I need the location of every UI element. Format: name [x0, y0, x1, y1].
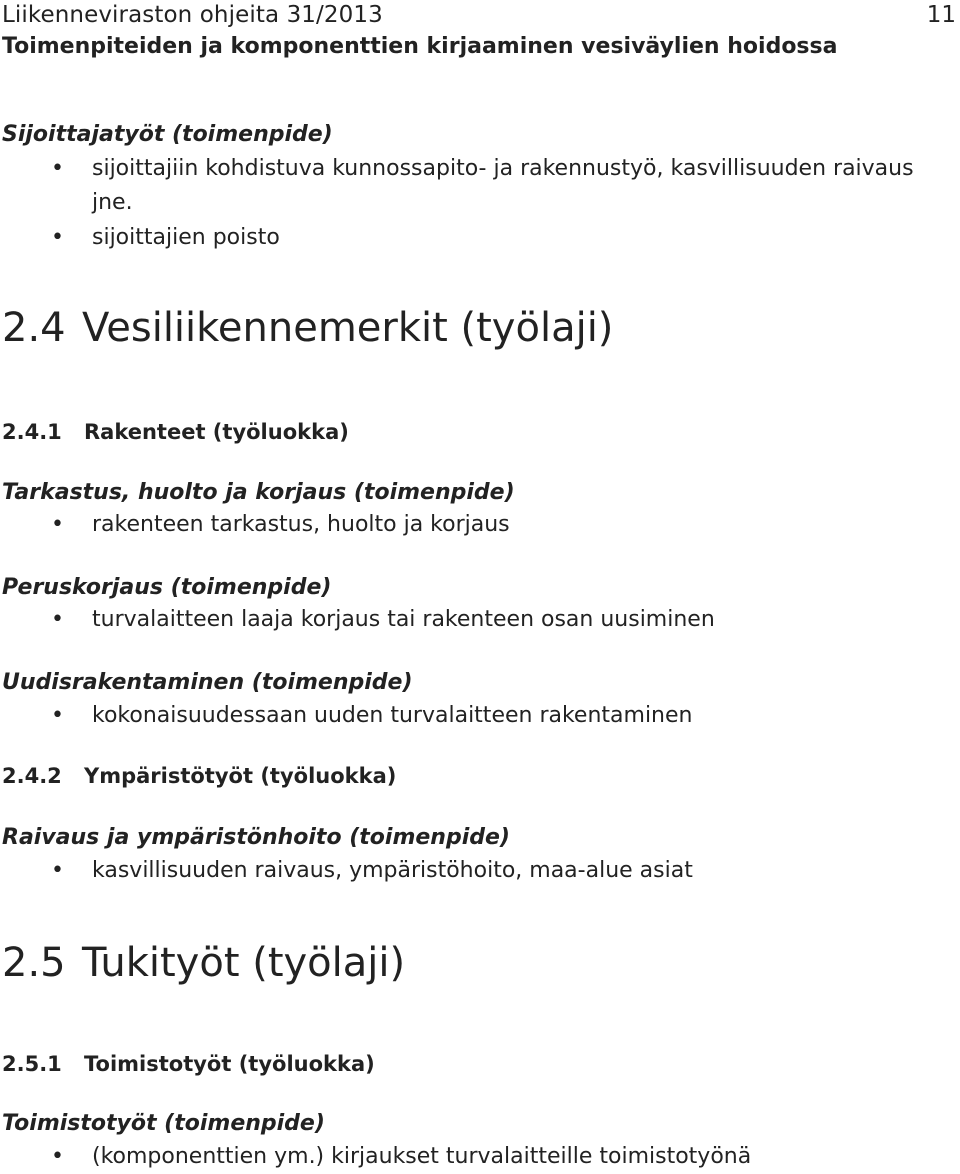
section-title: Vesiliikennemerkit (työlaji): [82, 305, 614, 351]
section-title: Rakenteet (työluokka): [84, 420, 349, 444]
bullet-icon: •: [51, 858, 64, 883]
section-heading-2-4-1: [2, 420, 349, 444]
section-heading-2-4: [2, 305, 613, 351]
bullet-icon: •: [51, 156, 64, 181]
raivaus-heading: Raivaus ja ympäristönhoito (toimenpide): [2, 825, 510, 850]
section-number: 2.4.1: [2, 420, 62, 444]
list-item-text: turvalaitteen laaja korjaus tai rakenteen osan uusiminen: [92, 607, 715, 632]
list-item-text: (komponenttien ym.) kirjaukset turvalaitteille toimistotyönä: [92, 1144, 752, 1169]
section-title: Ympäristötyöt (työluokka): [84, 764, 397, 788]
header-title: Liikenneviraston ohjeita 31/2013: [2, 2, 383, 28]
section-number: 2.4: [2, 305, 66, 351]
list-item-text: sijoittajiin kohdistuva kunnossapito- ja rakennustyö, kasvillisuuden raivaus jne.: [92, 156, 914, 215]
section-heading-2-4-2: [2, 764, 396, 788]
bullet-icon: •: [51, 607, 64, 632]
uudisrakentaminen-heading: Uudisrakentaminen (toimenpide): [2, 670, 413, 695]
page-number: 11: [926, 2, 956, 28]
peruskorjaus-heading: Peruskorjaus (toimenpide): [2, 575, 332, 600]
bullet-icon: •: [51, 1144, 64, 1169]
toimistotyot-heading: Toimistotyöt (toimenpide): [2, 1111, 325, 1136]
section-title: Tukityöt (työlaji): [82, 940, 406, 986]
section-number: 2.5.1: [2, 1052, 62, 1076]
list-item-text: sijoittajien poisto: [92, 225, 280, 250]
list-item-text: kokonaisuudessaan uuden turvalaitteen rakentaminen: [92, 703, 693, 728]
bullet-icon: •: [51, 703, 64, 728]
section-heading-2-5-1: [2, 1052, 375, 1076]
sijoittajatyot-heading: Sijoittajatyöt (toimenpide): [2, 122, 333, 147]
section-title: Toimistotyöt (työluokka): [84, 1052, 375, 1076]
list-item-text: kasvillisuuden raivaus, ympäristöhoito, maa-alue asiat: [92, 858, 693, 883]
header-subtitle: Toimenpiteiden ja komponenttien kirjaaminen vesiväylien hoidossa: [2, 34, 838, 59]
section-heading-2-5: [2, 940, 405, 986]
section-number: 2.4.2: [2, 764, 62, 788]
tarkastus-heading: Tarkastus, huolto ja korjaus (toimenpide): [2, 480, 515, 505]
bullet-icon: •: [51, 512, 64, 537]
section-number: 2.5: [2, 940, 66, 986]
bullet-icon: •: [51, 225, 64, 250]
list-item-text: rakenteen tarkastus, huolto ja korjaus: [92, 512, 510, 537]
